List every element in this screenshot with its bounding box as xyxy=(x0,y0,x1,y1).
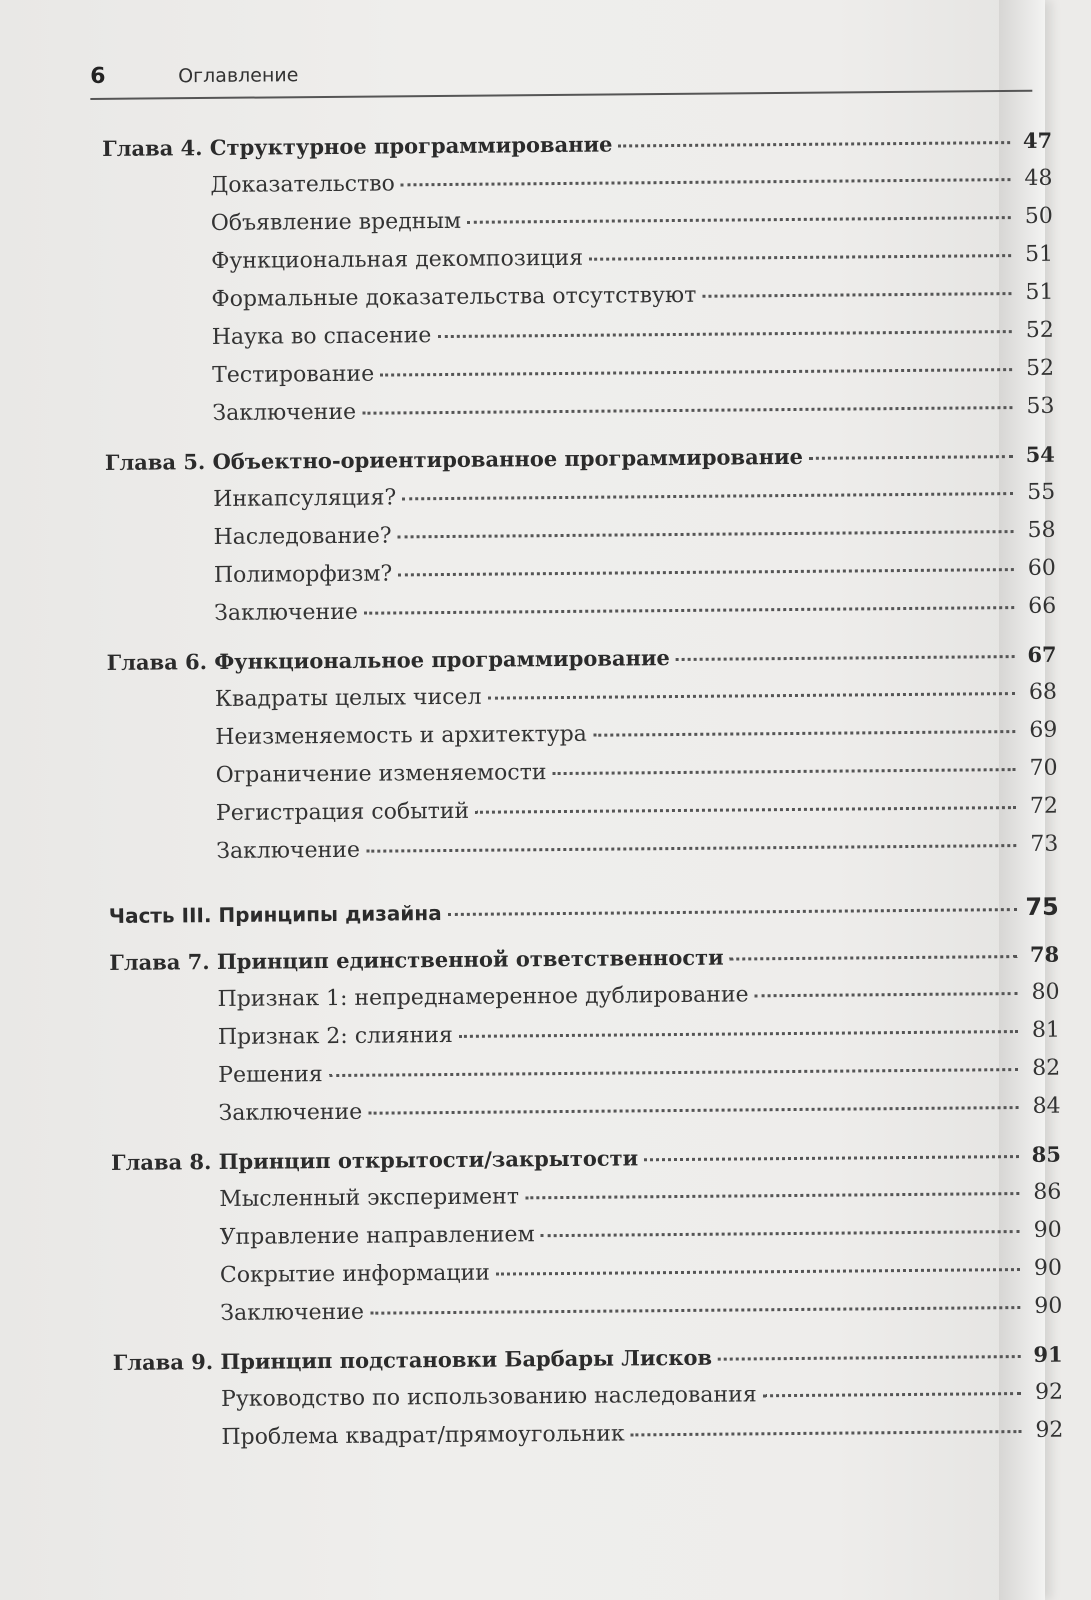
toc-entry-title: Глава 9. Принцип подстановки Барбары Лисков xyxy=(112,1344,713,1375)
toc-entry-title: Мысленный эксперимент xyxy=(219,1184,520,1213)
toc-page-number: 82 xyxy=(1032,1055,1061,1081)
toc-page-number: 80 xyxy=(1031,979,1060,1005)
dot-leader xyxy=(525,1191,1019,1199)
toc-page-number: 55 xyxy=(1027,479,1056,505)
dot-leader xyxy=(618,140,1010,147)
toc-page-number: 78 xyxy=(1029,941,1060,967)
toc-entry-title: Управление направлением xyxy=(219,1222,535,1251)
dot-leader xyxy=(467,215,1011,224)
toc-page-number: 86 xyxy=(1033,1179,1062,1205)
toc-entry-title: Неизменяемость и архитектура xyxy=(215,721,587,751)
dot-leader xyxy=(437,329,1011,338)
toc-page-number: 67 xyxy=(1027,641,1057,667)
toc-section-row xyxy=(106,588,1056,634)
dot-leader xyxy=(459,1029,1018,1038)
dot-leader xyxy=(362,405,1012,415)
toc-page-number: 53 xyxy=(1026,393,1055,419)
toc-section-row xyxy=(112,1288,1062,1334)
toc-entry-title: Наследование? xyxy=(213,523,392,551)
toc-page-number: 47 xyxy=(1022,127,1053,153)
page-number: 6 xyxy=(90,63,106,89)
toc-page-number: 91 xyxy=(1033,1341,1063,1367)
toc-entry-title: Ограничение изменяемости xyxy=(215,760,547,789)
dot-leader xyxy=(541,1229,1020,1237)
toc-entry-title: Решения xyxy=(218,1062,323,1089)
dot-leader xyxy=(718,1354,1021,1361)
toc-entry-title: Заключение xyxy=(218,1099,363,1127)
toc-page-number: 73 xyxy=(1030,831,1059,857)
toc-page-number: 72 xyxy=(1029,793,1059,819)
dot-leader xyxy=(496,1267,1020,1276)
toc-entry-title: Проблема квадрат/прямоугольник xyxy=(221,1421,625,1451)
toc-page-number: 48 xyxy=(1024,165,1053,191)
toc-entry-title: Квадраты целых чисел xyxy=(214,684,482,713)
toc-page-number: 84 xyxy=(1032,1093,1061,1119)
toc-entry-title: Сокрытие информации xyxy=(219,1260,490,1289)
toc-page-number: 90 xyxy=(1034,1293,1063,1319)
dot-leader xyxy=(398,567,1014,576)
header-rule xyxy=(90,90,1032,100)
dot-leader xyxy=(380,367,1012,377)
toc-entry-title: Руководство по использованию наследования xyxy=(220,1382,757,1413)
dot-leader xyxy=(589,253,1011,261)
toc-page-number: 66 xyxy=(1028,593,1057,619)
toc-entry-title: Глава 5. Объектно-ориентированное программирование xyxy=(104,443,804,475)
toc-section-row xyxy=(104,388,1054,434)
toc-page-number: 92 xyxy=(1035,1417,1064,1443)
dot-leader xyxy=(593,729,1015,737)
running-header xyxy=(90,50,1032,98)
toc-page-number: 51 xyxy=(1025,279,1054,305)
toc-page-number: 54 xyxy=(1025,441,1055,467)
toc-page-number: 51 xyxy=(1025,241,1054,267)
dot-leader xyxy=(676,654,1015,661)
dot-leader xyxy=(475,805,1016,814)
dot-leader xyxy=(702,291,1011,298)
toc-section-row xyxy=(113,1412,1063,1458)
toc-entry-title: Инкапсуляция? xyxy=(213,485,397,513)
toc-entry-title: Доказательство xyxy=(210,171,395,199)
toc-entry-title: Наука во спасение xyxy=(211,323,432,351)
dot-leader xyxy=(402,491,1013,500)
toc-page-number: 60 xyxy=(1027,555,1056,581)
toc-entry-title: Объявление вредным xyxy=(210,208,462,237)
dot-leader xyxy=(809,454,1013,460)
toc-entry-title: Признак 2: слияния xyxy=(217,1022,453,1051)
toc-page-number: 50 xyxy=(1024,203,1053,229)
table-of-contents xyxy=(102,122,1064,1458)
toc-page-number: 81 xyxy=(1031,1017,1061,1043)
toc-page-number: 85 xyxy=(1031,1141,1062,1167)
toc-entry-title: Формальные доказательства отсутствуют xyxy=(211,282,697,313)
toc-page-number: 90 xyxy=(1033,1217,1062,1243)
dot-leader xyxy=(631,1429,1022,1436)
toc-section-row xyxy=(108,826,1058,872)
dot-leader xyxy=(329,1067,1019,1077)
toc-entry-title: Заключение xyxy=(212,399,357,427)
dot-leader xyxy=(366,843,1016,853)
dot-leader xyxy=(364,605,1014,615)
toc-entry-title: Глава 4. Структурное программирование xyxy=(102,131,613,161)
dot-leader xyxy=(368,1105,1018,1115)
toc-page-number: 52 xyxy=(1025,317,1054,343)
dot-leader xyxy=(644,1154,1019,1161)
toc-entry-title: Заключение xyxy=(220,1299,365,1327)
toc-page-number: 69 xyxy=(1029,717,1058,743)
toc-entry-title: Тестирование xyxy=(212,361,375,389)
toc-entry-title: Заключение xyxy=(216,837,361,865)
dot-leader xyxy=(370,1305,1020,1315)
dot-leader xyxy=(398,529,1014,538)
dot-leader xyxy=(763,1391,1021,1397)
toc-page-number: 75 xyxy=(1025,892,1059,921)
dot-leader xyxy=(730,954,1018,961)
toc-page-number: 92 xyxy=(1034,1379,1064,1405)
toc-entry-title: Регистрация событий xyxy=(215,798,470,827)
toc-entry-title: Заключение xyxy=(214,599,358,627)
toc-part-row xyxy=(109,888,1059,934)
toc-page-number: 70 xyxy=(1029,755,1058,781)
toc-entry-title: Глава 7. Принцип единственной ответственности xyxy=(109,944,724,975)
toc-page-number: 58 xyxy=(1027,517,1056,543)
toc-page-number: 68 xyxy=(1028,679,1058,705)
toc-section-row xyxy=(110,1088,1060,1134)
dot-leader xyxy=(448,907,1017,916)
toc-entry-title: Признак 1: непреднамеренное дублирование xyxy=(217,982,749,1013)
toc-entry-title: Полиморфизм? xyxy=(213,561,393,589)
dot-leader xyxy=(487,691,1014,700)
dot-leader xyxy=(552,767,1015,775)
toc-entry-title: Функциональная декомпозиция xyxy=(211,245,584,275)
toc-entry-title: Глава 8. Принцип открытости/закрытости xyxy=(110,1145,639,1175)
toc-page-number: 52 xyxy=(1026,355,1055,381)
dot-leader xyxy=(755,991,1018,997)
dot-leader xyxy=(401,177,1011,186)
toc-entry-title: Глава 6. Функциональное программирование xyxy=(106,645,670,675)
toc-page-number: 90 xyxy=(1033,1255,1063,1281)
toc-entry-title: Часть III. Принципы дизайна xyxy=(108,901,442,928)
header-title: Оглавление xyxy=(178,64,299,88)
